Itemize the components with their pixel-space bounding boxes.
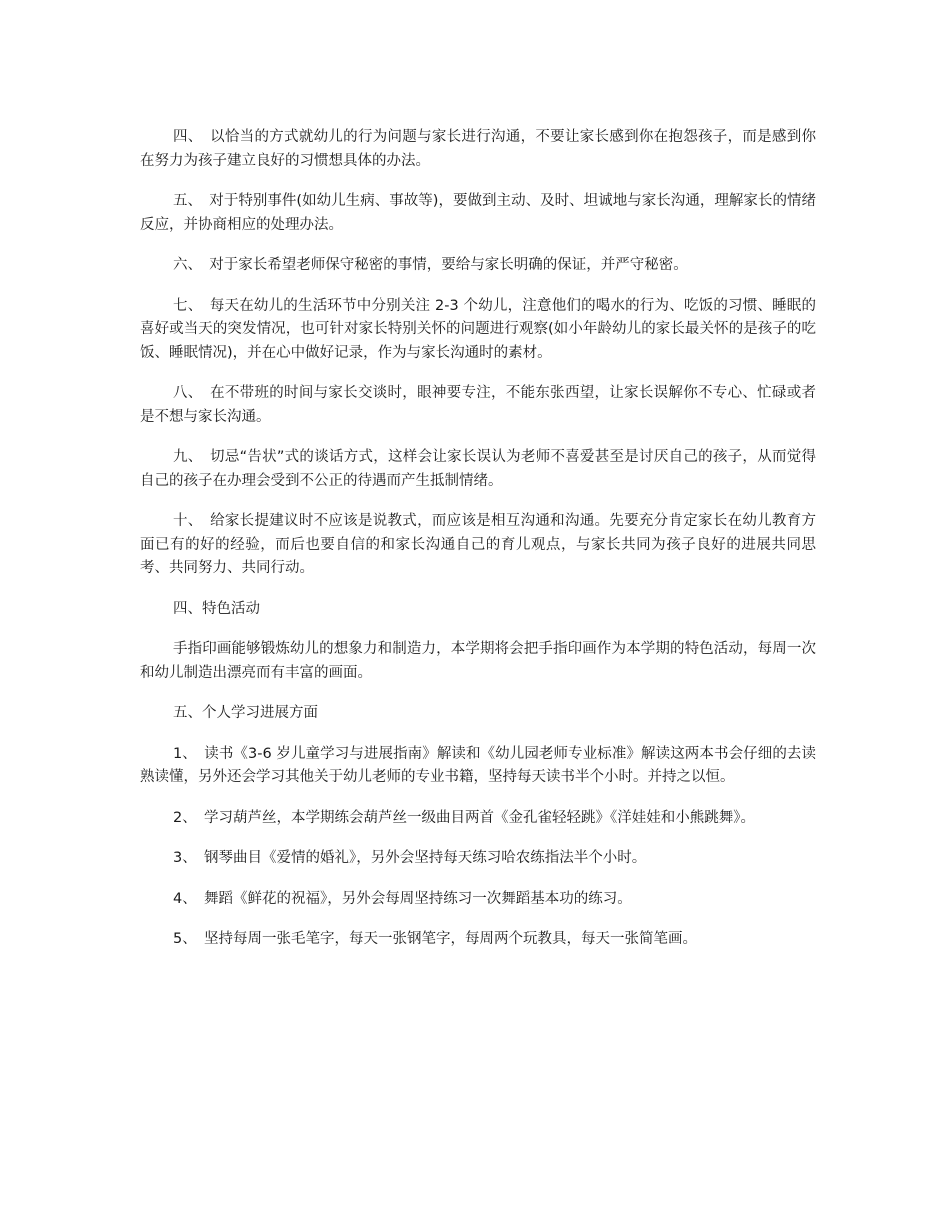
paragraph-daily-observation: 七、 每天在幼儿的生活环节中分别关注 2-3 个幼儿，注意他们的喝水的行为、吃饭的习惯、睡眠的喜好或当天的突发情况，也可针对家长特别关怀的问题进行观察(如小年龄幼儿的家长最关怀的是孩子的吃饭、睡眠情况)，并在心中做好记录，作为与家长沟通时的素材。 bbox=[140, 297, 816, 361]
paragraph-confidentiality: 六、 对于家长希望老师保守秘密的事情，要给与家长明确的保证，并严守秘密。 bbox=[173, 257, 688, 273]
paragraph-special-events: 五、 对于特别事件(如幼儿生病、事故等)，要做到主动、及时、坦诚地与家长沟通，理解家长的情绪反应，并协商相应的处理办法。 bbox=[140, 193, 816, 233]
list-item-piano: 3、 钢琴曲目《爱情的婚礼》，另外会坚持每天练习哈农练指法半个小时。 bbox=[173, 850, 647, 866]
section-heading-special-activity: 四、特色活动 bbox=[173, 600, 260, 617]
list-item-reading: 1、 读书《3-6 岁儿童学习与进展指南》解读和《幼儿园老师专业标准》解读这两本书会仔细的去读熟读懂，另外还会学习其他关于幼儿老师的专业书籍，坚持每天读书半个小时。并持之以恒。 bbox=[140, 745, 816, 785]
section-heading-personal-learning: 五、个人学习进展方面 bbox=[173, 705, 318, 721]
list-item-hulusi: 2、 学习葫芦丝，本学期练会葫芦丝一级曲目两首《金孔雀轻轻跳》《洋娃娃和小熊跳舞》。 bbox=[173, 809, 755, 826]
document-body bbox=[140, 126, 816, 969]
paragraph-avoid-complaining: 九、 切忌“告状”式的谈话方式，这样会让家长误认为老师不喜爱甚至是讨厌自己的孩子，从而觉得自己的孩子在办理会受到不公正的待遇而产生抵制情绪。 bbox=[140, 449, 816, 489]
list-item-dance: 4、 舞蹈《鲜花的祝福》，另外会每周坚持练习一次舞蹈基本功的练习。 bbox=[173, 890, 632, 907]
paragraph-finger-painting: 手指印画能够锻炼幼儿的想象力和制造力，本学期将会把手指印画作为本学期的特色活动，每周一次和幼儿制造出漂亮而有丰富的画面。 bbox=[140, 641, 816, 681]
list-item-calligraphy: 5、 坚持每周一张毛笔字，每天一张钢笔字，每周两个玩教具，每天一张简笔画。 bbox=[173, 931, 697, 947]
paragraph-attentive-talk: 八、 在不带班的时间与家长交谈时，眼神要专注，不能东张西望，让家长误解你不专心、忙碌或者是不想与家长沟通。 bbox=[140, 385, 816, 425]
paragraph-suggestions: 十、 给家长提建议时不应该是说教式，而应该是相互沟通和沟通。先要充分肯定家长在幼儿教育方面已有的好的经验，而后也要自信的和家长沟通自己的育儿观点，与家长共同为孩子良好的进展共同思考、共同努力、共同行动。 bbox=[140, 513, 816, 576]
paragraph-communication-behavior: 四、 以恰当的方式就幼儿的行为问题与家长进行沟通，不要让家长感到你在抱怨孩子，而是感到你在努力为孩子建立良好的习惯想具体的办法。 bbox=[140, 129, 816, 169]
